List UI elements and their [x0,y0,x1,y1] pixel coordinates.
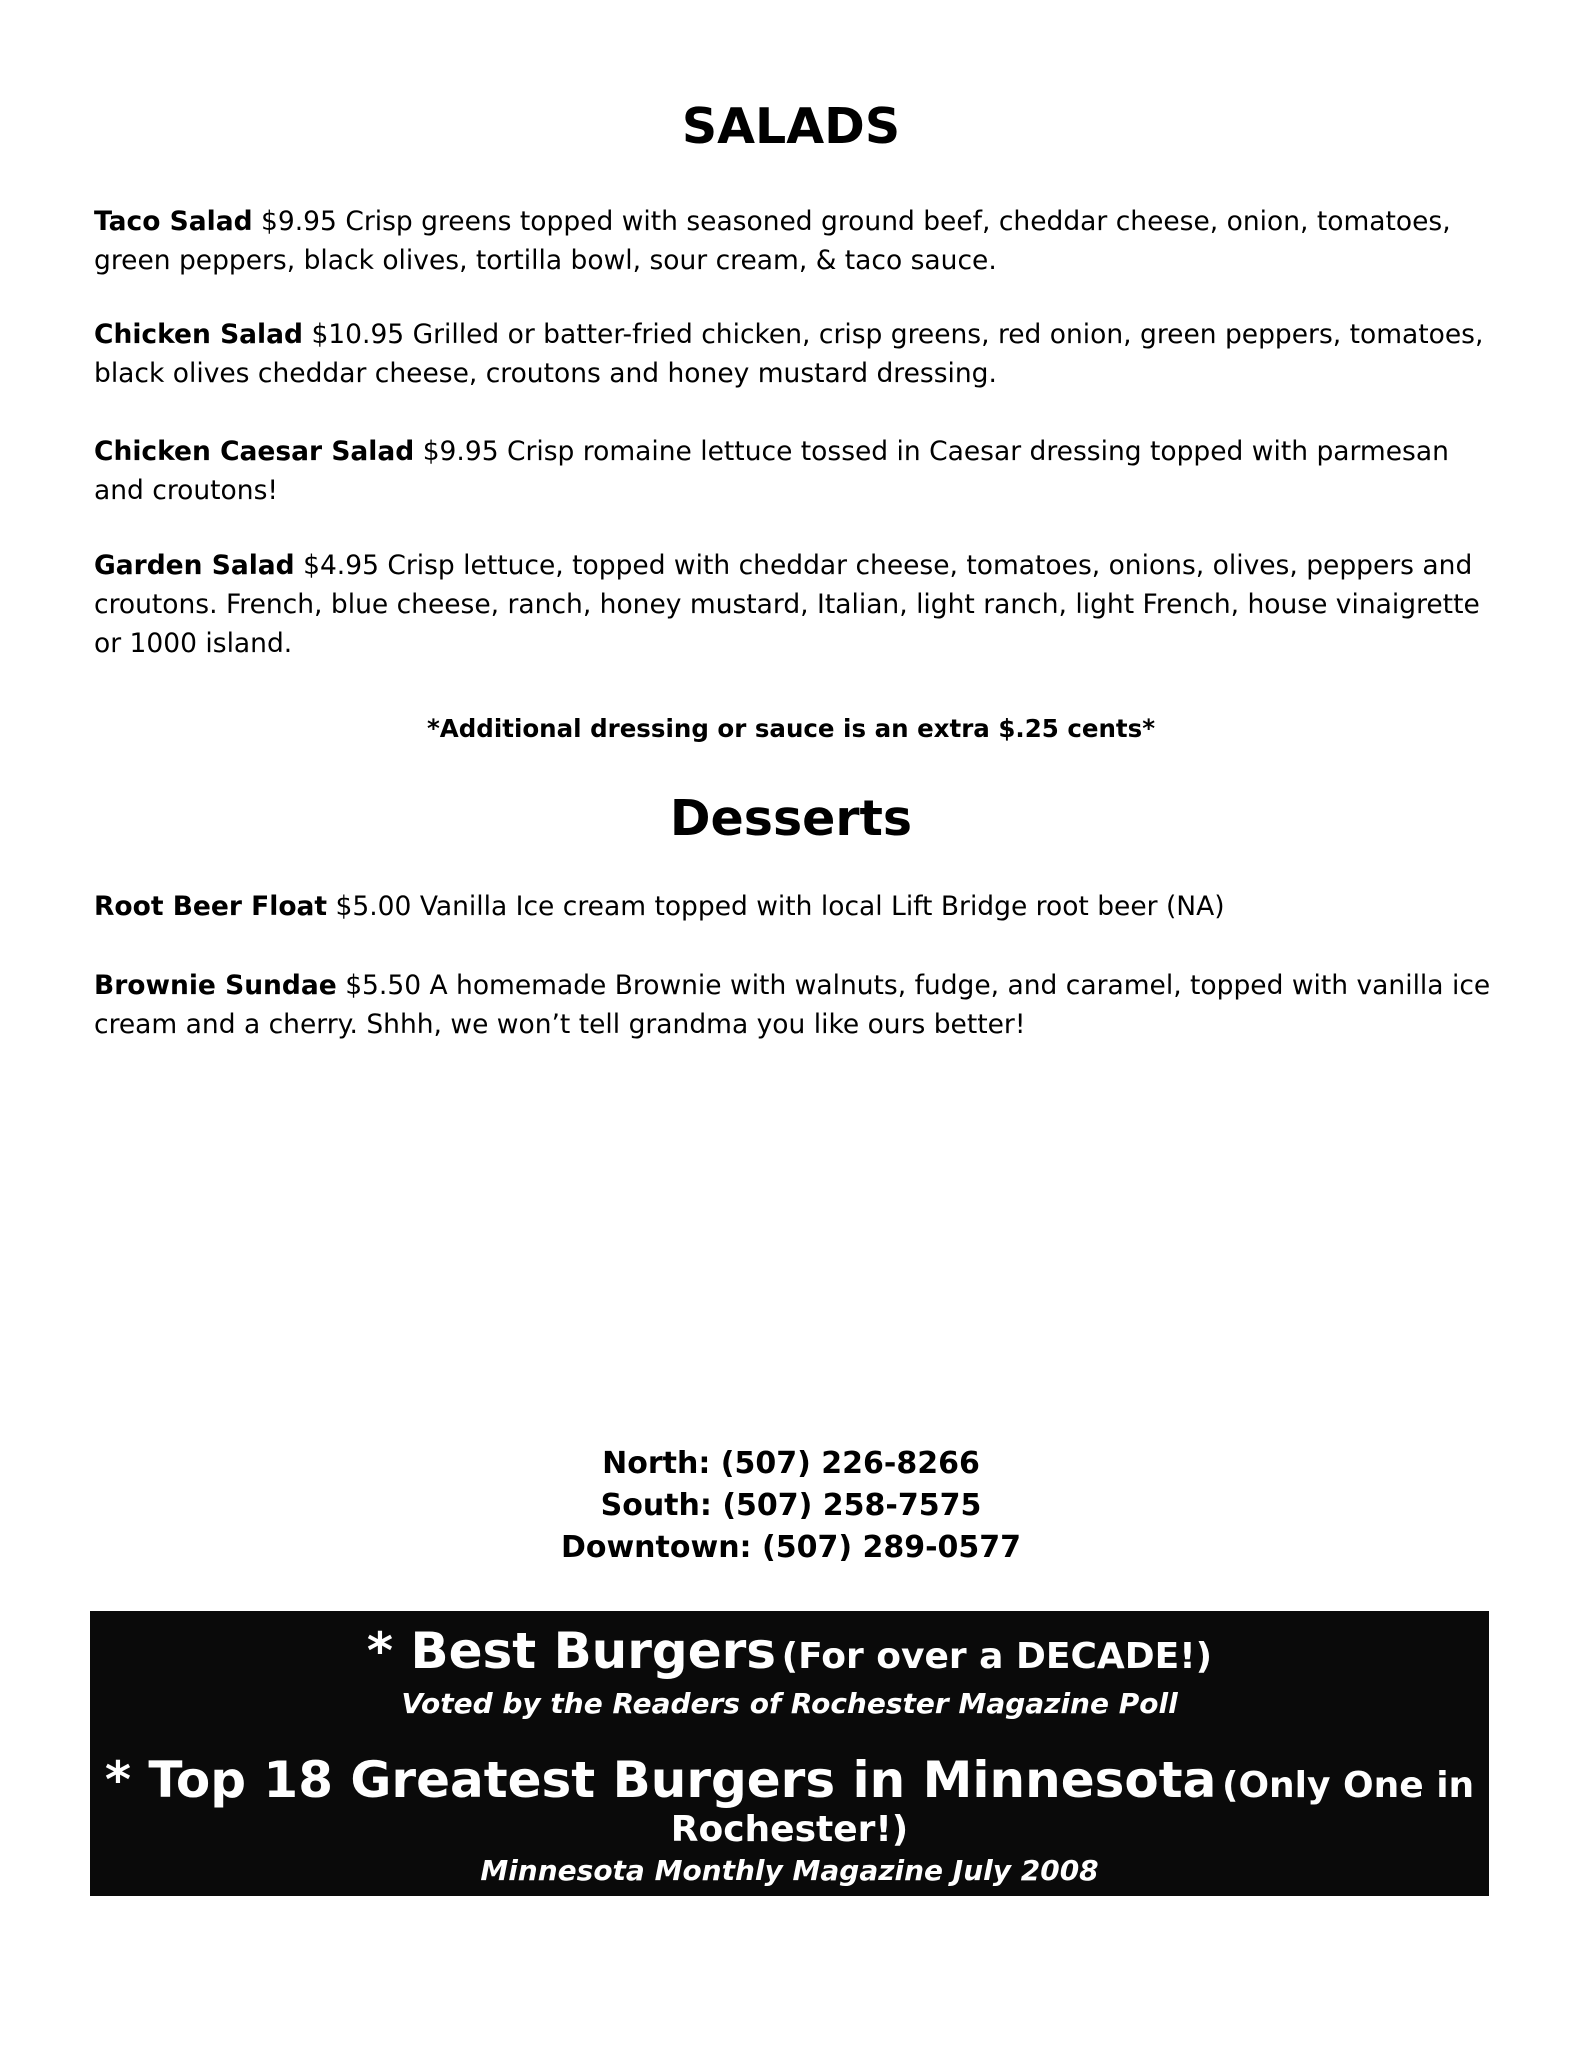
item-description: $5.50 A homemade Brownie with walnuts, fudge, and caramel, topped with vanilla ice cream and a cherry. Shhh, we won’t tell grandma you like ours better! [94,970,1491,1040]
menu-item-chicken-salad [94,315,1494,393]
item-description: $9.95 Crisp romaine lettuce tossed in Caesar dressing topped with parmesan and croutons! [94,436,1449,506]
item-description: $9.95 Crisp greens topped with seasoned ground beef, cheddar cheese, onion, tomatoes, green peppers, black olives, tortilla bowl, sour cream, & taco sauce. [94,206,1451,276]
menu-item-root-beer-float [94,887,1494,926]
award-best-burgers [90,1621,1489,1693]
item-name: Root Beer Float [94,891,328,922]
item-name: Brownie Sundae [94,970,337,1001]
phone-north: North: (507) 226-8266 [602,1446,980,1481]
item-name: Taco Salad [94,206,253,237]
award-credit: Voted by the Readers of Rochester Magazine Poll [401,1687,1178,1720]
menu-item-garden-salad [94,546,1494,663]
item-description: $4.95 Crisp lettuce, topped with cheddar cheese, tomatoes, onions, olives, peppers and croutons. French, blue cheese, ranch, honey mustard, Italian, light ranch, light French, house vinaigrette or 1000 island. [94,550,1480,659]
item-name: Garden Salad [94,550,295,581]
salads-heading: SALADS [681,98,901,155]
desserts-heading: Desserts [669,790,913,847]
awards-banner [90,1611,1489,1896]
award-title: * Best Burgers [366,1622,777,1680]
award-title: * Top 18 Greatest Burgers in Minnesota [104,1751,1217,1809]
menu-item-taco-salad [94,202,1494,280]
award-credit: Minnesota Monthly Magazine July 2008 [480,1854,1099,1887]
item-name: Chicken Caesar Salad [94,436,415,467]
item-description: $10.95 Grilled or batter-fried chicken, crisp greens, red onion, green peppers, tomatoes, black olives cheddar cheese, croutons and honey mustard dressing. [94,319,1484,389]
phone-numbers [0,1443,1582,1569]
phone-downtown: Downtown: (507) 289-0577 [560,1530,1022,1565]
award-subtitle: (Only One in Rochester!) [670,1765,1475,1850]
item-description: $5.00 Vanilla Ice cream topped with local Lift Bridge root beer (NA) [335,891,1225,922]
item-name: Chicken Salad [94,319,303,350]
phone-south: South: (507) 258-7575 [600,1488,982,1523]
award-subtitle: (For over a DECADE!) [781,1636,1213,1677]
award-top-18-burgers [90,1751,1489,1855]
dressing-note: *Additional dressing or sauce is an extra $.25 cents* [426,714,1156,743]
menu-item-brownie-sundae [94,966,1494,1044]
menu-item-chicken-caesar-salad [94,432,1494,510]
